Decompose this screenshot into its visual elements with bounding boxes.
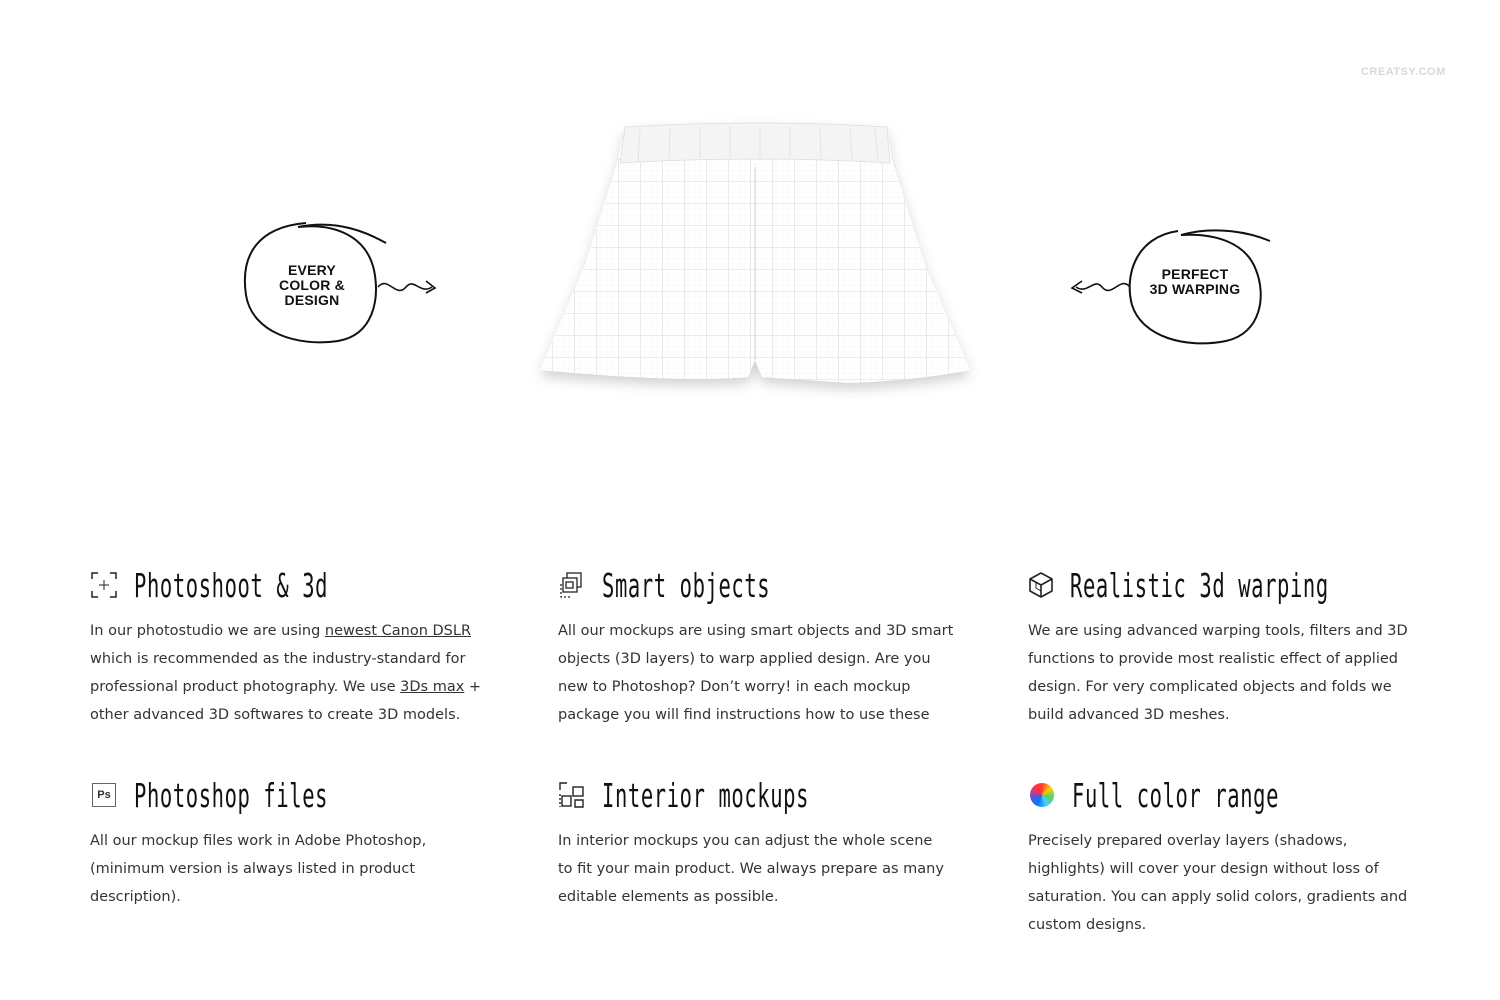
- feature-body: All our mockups are using smart objects and 3D smart objects (3D layers) to warp applied design. Are you new to Photoshop? Don’t worry! in each mockup package you will find instructions how to use these: [558, 623, 954, 723]
- bubble-line: COLOR &: [279, 277, 345, 293]
- feature-body: [90, 617, 490, 729]
- feature-full-color-range: [1028, 775, 1418, 939]
- body-text: which is recommended as the industry-standard for professional product photography. We use: [90, 651, 466, 695]
- 3ds-max-link[interactable]: 3Ds max: [400, 679, 465, 695]
- color-wheel-icon: [1028, 781, 1056, 809]
- watermark: CREATSY.COM: [1361, 66, 1446, 78]
- feature-title: Full color range: [1072, 775, 1280, 815]
- smart-object-icon: [558, 571, 586, 599]
- perfect-warping-bubble: [1066, 225, 1276, 355]
- feature-photoshop-files: [90, 775, 490, 911]
- feature-realistic-warping: [1028, 565, 1418, 729]
- canon-dslr-link[interactable]: newest Canon DSLR: [324, 623, 472, 639]
- feature-smart-objects: [558, 565, 958, 729]
- feature-title: Photoshop files: [134, 775, 329, 815]
- feature-body: In interior mockups you can adjust the whole scene to fit your main product. We always prepare as many editable elements as possible.: [558, 833, 944, 905]
- feature-title: Smart objects: [602, 565, 771, 605]
- body-text: In our photostudio we are using: [90, 623, 325, 639]
- bubble-line: DESIGN: [284, 292, 340, 308]
- ps-label: Ps: [92, 783, 116, 807]
- every-color-bubble: [238, 215, 448, 355]
- interior-layout-icon: [558, 781, 586, 809]
- feature-body: All our mockup files work in Adobe Photoshop, (minimum version is always listed in product description).: [90, 833, 427, 905]
- bubble-line: PERFECT: [1161, 266, 1229, 282]
- feature-title: Realistic 3d warping: [1070, 565, 1329, 605]
- feature-interior-mockups: [558, 775, 948, 911]
- shorts-mockup-image: [530, 115, 990, 445]
- feature-body: Precisely prepared overlay layers (shadows, highlights) will cover your design without loss of saturation. You can apply solid colors, gradients and custom designs.: [1028, 833, 1408, 933]
- feature-title: Interior mockups: [602, 775, 810, 815]
- feature-photoshoot: [90, 565, 490, 729]
- photoshop-icon: [90, 781, 118, 809]
- crop-frame-icon: [90, 571, 118, 599]
- bubble-line: EVERY: [288, 262, 336, 278]
- body-text: + other advanced 3D softwares to create 3D models.: [90, 679, 482, 723]
- bubble-line: 3D WARPING: [1149, 281, 1241, 297]
- feature-title: Photoshoot & 3d: [134, 565, 329, 605]
- cube-icon: [1028, 571, 1054, 599]
- feature-body: We are using advanced warping tools, filters and 3D functions to provide most realistic effect of applied design. For very complicated objects and folds we build advanced 3D meshes.: [1028, 623, 1408, 723]
